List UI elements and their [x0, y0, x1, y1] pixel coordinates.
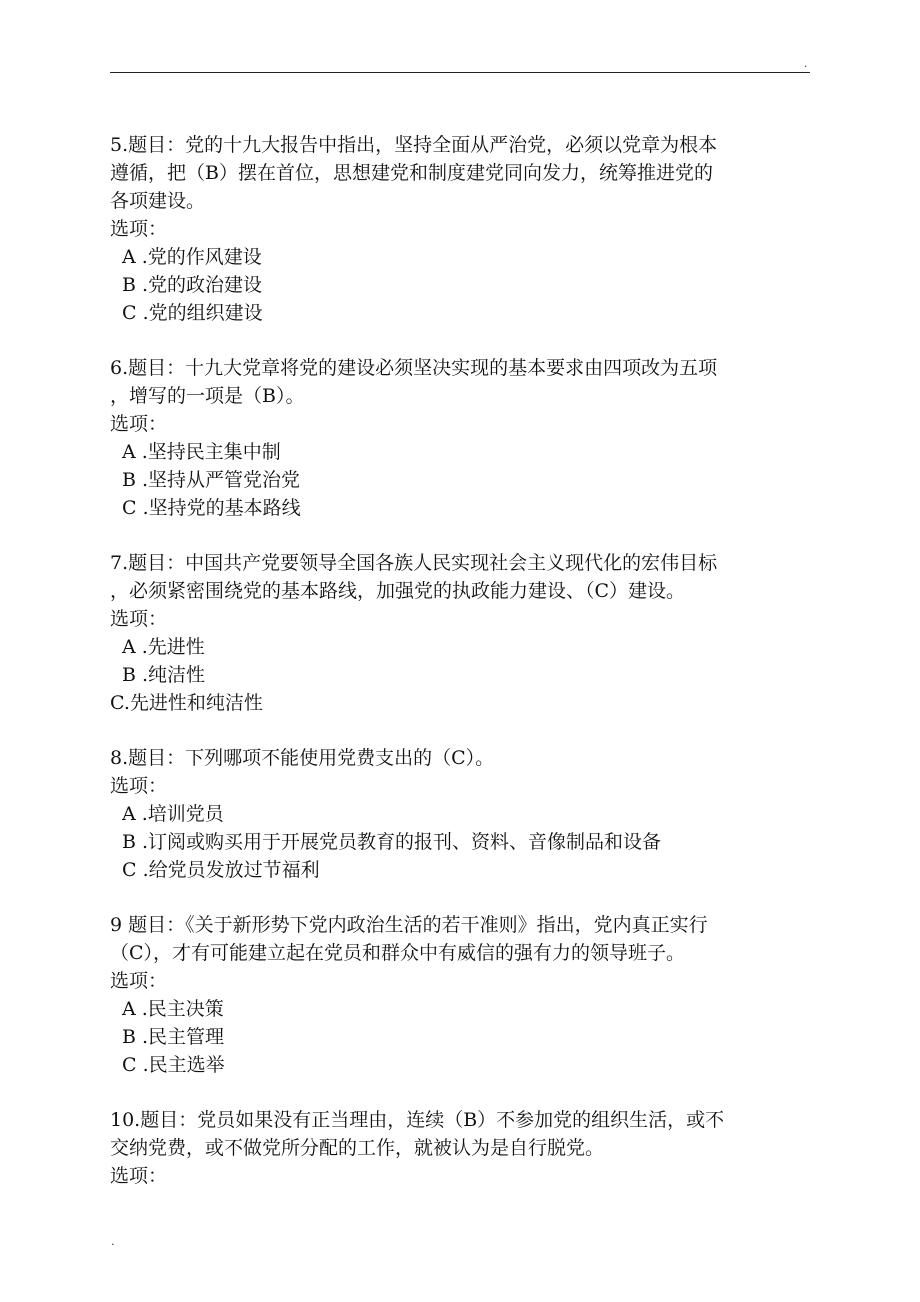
- footer-mark: .: [111, 1235, 115, 1248]
- question-9: [110, 911, 810, 1079]
- option-b: B .党的政治建设: [122, 274, 263, 296]
- option-c: C .给党员发放过节福利: [122, 859, 320, 881]
- question-8: [110, 744, 810, 884]
- option-c: C .党的组织建设: [122, 302, 263, 324]
- option-a: A .坚持民主集中制: [122, 441, 281, 463]
- question-list: [110, 131, 810, 1217]
- header-mark: .: [804, 57, 808, 70]
- option-c: C .民主选举: [122, 1054, 225, 1076]
- option-c: C.先进性和纯洁性: [110, 692, 263, 714]
- question-text-line: 10.题目：党员如果没有正当理由，连续（B）不参加党的组织生活，或不: [110, 1109, 725, 1131]
- question-text-line: 9 题目：《关于新形势下党内政治生活的若干准则》指出，党内真正实行: [110, 914, 708, 936]
- question-text-line: 8.题目：下列哪项不能使用党费支出的（C）。: [110, 747, 495, 769]
- option-b: B .民主管理: [122, 1026, 225, 1048]
- option-a: A .党的作风建设: [122, 246, 262, 268]
- options-label: 选项：: [110, 1165, 168, 1187]
- question-6: [110, 354, 810, 522]
- option-c: C .坚持党的基本路线: [122, 497, 301, 519]
- option-b: B .坚持从严管党治党: [122, 469, 301, 491]
- question-text-line: 各项建设。: [110, 190, 206, 212]
- options-label: 选项：: [110, 218, 168, 240]
- question-text-line: 遵循，把（B）摆在首位，思想建党和制度建党同向发力，统筹推进党的: [110, 162, 713, 184]
- question-text-line: ，必须紧密围绕党的基本路线，加强党的执政能力建设、（C）建设。: [110, 580, 686, 602]
- question-text-line: 5.题目：党的十九大报告中指出，坚持全面从严治党，必须以党章为根本: [110, 134, 718, 156]
- options-label: 选项：: [110, 413, 168, 435]
- question-10: [110, 1106, 810, 1190]
- question-5: [110, 131, 810, 327]
- option-b: B .纯洁性: [122, 664, 206, 686]
- option-a: A .先进性: [122, 636, 205, 658]
- question-text-line: （C），才有可能建立起在党员和群众中有威信的强有力的领导班子。: [110, 942, 686, 964]
- question-text-line: ，增写的一项是（B）。: [110, 385, 305, 407]
- option-b: B .订阅或购买用于开展党员教育的报刊、资料、音像制品和设备: [122, 831, 662, 853]
- option-a: A .培训党员: [122, 803, 224, 825]
- question-7: [110, 549, 810, 717]
- header-rule: [110, 72, 810, 73]
- question-text-line: 7.题目：中国共产党要领导全国各族人民实现社会主义现代化的宏伟目标: [110, 552, 718, 574]
- question-text-line: 6.题目：十九大党章将党的建设必须坚决实现的基本要求由四项改为五项: [110, 357, 718, 379]
- option-a: A .民主决策: [122, 998, 224, 1020]
- options-label: 选项：: [110, 970, 168, 992]
- options-label: 选项：: [110, 608, 168, 630]
- options-label: 选项：: [110, 775, 168, 797]
- question-text-line: 交纳党费，或不做党所分配的工作，就被认为是自行脱党。: [110, 1137, 605, 1159]
